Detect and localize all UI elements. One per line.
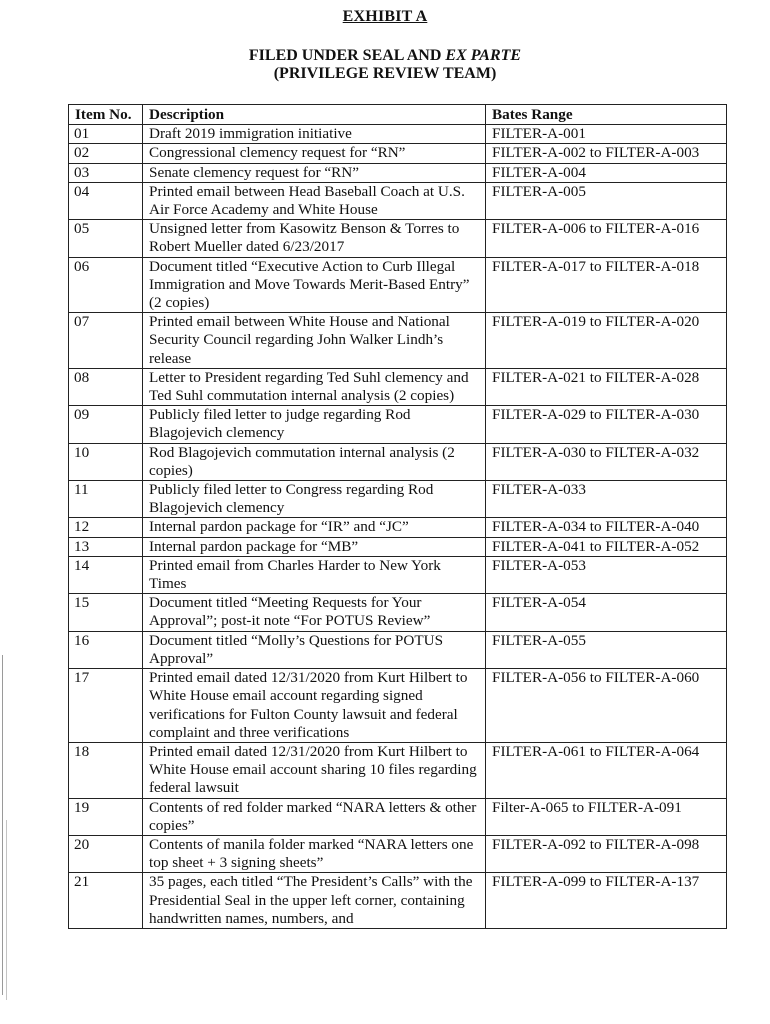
description-cell: 35 pages, each titled “The President’s Calls” with the Presidential Seal in the upper left corner, containing handwritten names, numbers, and <box>143 873 486 929</box>
description-cell: Printed email dated 12/31/2020 from Kurt Hilbert to White House email account sharing 10 files regarding federal lawsuit <box>143 742 486 798</box>
description-cell: Contents of red folder marked “NARA letters & other copies” <box>143 798 486 835</box>
ex-parte-text: EX PARTE <box>445 47 522 64</box>
table-row <box>69 835 727 872</box>
description-cell: Letter to President regarding Ted Suhl clemency and Ted Suhl commutation internal analysis (2 copies) <box>143 368 486 405</box>
item-number-cell: 18 <box>69 742 143 798</box>
table-row <box>69 481 727 518</box>
description-cell: Internal pardon package for “IR” and “JC” <box>143 518 486 537</box>
description-cell: Draft 2019 immigration initiative <box>143 125 486 144</box>
table-row <box>69 368 727 405</box>
privilege-log-table <box>68 104 727 929</box>
bates-range-cell: FILTER-A-099 to FILTER-A-137 <box>486 873 727 929</box>
bates-range-cell: FILTER-A-053 <box>486 556 727 593</box>
item-number-cell: 02 <box>69 144 143 163</box>
table-row <box>69 220 727 257</box>
column-header-description: Description <box>143 105 486 125</box>
description-cell: Publicly filed letter to judge regarding Rod Blagojevich clemency <box>143 406 486 443</box>
scan-edge-line <box>2 655 3 995</box>
scan-edge-line <box>6 820 7 1000</box>
description-cell: Contents of manila folder marked “NARA letters one top sheet + 3 signing sheets” <box>143 835 486 872</box>
item-number-cell: 13 <box>69 537 143 556</box>
bates-range-cell: FILTER-A-002 to FILTER-A-003 <box>486 144 727 163</box>
item-number-cell: 04 <box>69 182 143 219</box>
table-row <box>69 406 727 443</box>
bates-range-cell: Filter-A-065 to FILTER-A-091 <box>486 798 727 835</box>
table-row <box>69 257 727 313</box>
table-row <box>69 631 727 668</box>
item-number-cell: 11 <box>69 481 143 518</box>
item-number-cell: 07 <box>69 313 143 369</box>
description-cell: Senate clemency request for “RN” <box>143 163 486 182</box>
bates-range-cell: FILTER-A-092 to FILTER-A-098 <box>486 835 727 872</box>
bates-range-cell: FILTER-A-005 <box>486 182 727 219</box>
bates-range-cell: FILTER-A-030 to FILTER-A-032 <box>486 443 727 480</box>
filed-line-prefix: FILED UNDER SEAL AND <box>248 47 446 64</box>
item-number-cell: 08 <box>69 368 143 405</box>
table-row <box>69 873 727 929</box>
description-cell: Printed email between Head Baseball Coach at U.S. Air Force Academy and White House <box>143 182 486 219</box>
table-row <box>69 125 727 144</box>
table-row <box>69 798 727 835</box>
description-cell: Document titled “Executive Action to Curb Illegal Immigration and Move Towards Merit-Based Entry” (2 copies) <box>143 257 486 313</box>
item-number-cell: 03 <box>69 163 143 182</box>
bates-range-cell: FILTER-A-034 to FILTER-A-040 <box>486 518 727 537</box>
table-row <box>69 594 727 631</box>
item-number-cell: 06 <box>69 257 143 313</box>
bates-range-cell: FILTER-A-021 to FILTER-A-028 <box>486 368 727 405</box>
bates-range-cell: FILTER-A-019 to FILTER-A-020 <box>486 313 727 369</box>
bates-range-cell: FILTER-A-004 <box>486 163 727 182</box>
bates-range-cell: FILTER-A-001 <box>486 125 727 144</box>
description-cell: Rod Blagojevich commutation internal analysis (2 copies) <box>143 443 486 480</box>
item-number-cell: 16 <box>69 631 143 668</box>
description-cell: Printed email between White House and National Security Council regarding John Walker Lindh’s release <box>143 313 486 369</box>
exhibit-title: EXHIBIT A <box>342 8 428 25</box>
item-number-cell: 21 <box>69 873 143 929</box>
table-row <box>69 313 727 369</box>
bates-range-cell: FILTER-A-061 to FILTER-A-064 <box>486 742 727 798</box>
description-cell: Document titled “Meeting Requests for Your Approval”; post-it note “For POTUS Review” <box>143 594 486 631</box>
description-cell: Publicly filed letter to Congress regarding Rod Blagojevich clemency <box>143 481 486 518</box>
bates-range-cell: FILTER-A-056 to FILTER-A-060 <box>486 669 727 743</box>
table-header-row <box>69 105 727 125</box>
column-header-item-no: Item No. <box>69 105 143 125</box>
table-row <box>69 518 727 537</box>
item-number-cell: 15 <box>69 594 143 631</box>
item-number-cell: 17 <box>69 669 143 743</box>
filing-heading <box>0 47 770 83</box>
description-cell: Printed email from Charles Harder to New York Times <box>143 556 486 593</box>
item-number-cell: 05 <box>69 220 143 257</box>
bates-range-cell: FILTER-A-041 to FILTER-A-052 <box>486 537 727 556</box>
review-team-line: (PRIVILEGE REVIEW TEAM) <box>273 65 497 82</box>
item-number-cell: 01 <box>69 125 143 144</box>
filed-under-seal-line <box>0 47 770 65</box>
description-cell: Unsigned letter from Kasowitz Benson & Torres to Robert Mueller dated 6/23/2017 <box>143 220 486 257</box>
table-row <box>69 144 727 163</box>
table-row <box>69 742 727 798</box>
description-cell: Document titled “Molly’s Questions for POTUS Approval” <box>143 631 486 668</box>
bates-range-cell: FILTER-A-054 <box>486 594 727 631</box>
table-row <box>69 163 727 182</box>
bates-range-cell: FILTER-A-029 to FILTER-A-030 <box>486 406 727 443</box>
description-cell: Congressional clemency request for “RN” <box>143 144 486 163</box>
table-row <box>69 182 727 219</box>
bates-range-cell: FILTER-A-055 <box>486 631 727 668</box>
bates-range-cell: FILTER-A-006 to FILTER-A-016 <box>486 220 727 257</box>
table-row <box>69 669 727 743</box>
description-cell: Printed email dated 12/31/2020 from Kurt Hilbert to White House email account regarding signed verifications for Fulton County lawsuit and federal complaint and three verifications <box>143 669 486 743</box>
column-header-bates-range: Bates Range <box>486 105 727 125</box>
item-number-cell: 10 <box>69 443 143 480</box>
item-number-cell: 09 <box>69 406 143 443</box>
item-number-cell: 12 <box>69 518 143 537</box>
item-number-cell: 14 <box>69 556 143 593</box>
bates-range-cell: FILTER-A-017 to FILTER-A-018 <box>486 257 727 313</box>
table-row <box>69 556 727 593</box>
table-row <box>69 537 727 556</box>
item-number-cell: 20 <box>69 835 143 872</box>
table-row <box>69 443 727 480</box>
description-cell: Internal pardon package for “MB” <box>143 537 486 556</box>
bates-range-cell: FILTER-A-033 <box>486 481 727 518</box>
item-number-cell: 19 <box>69 798 143 835</box>
